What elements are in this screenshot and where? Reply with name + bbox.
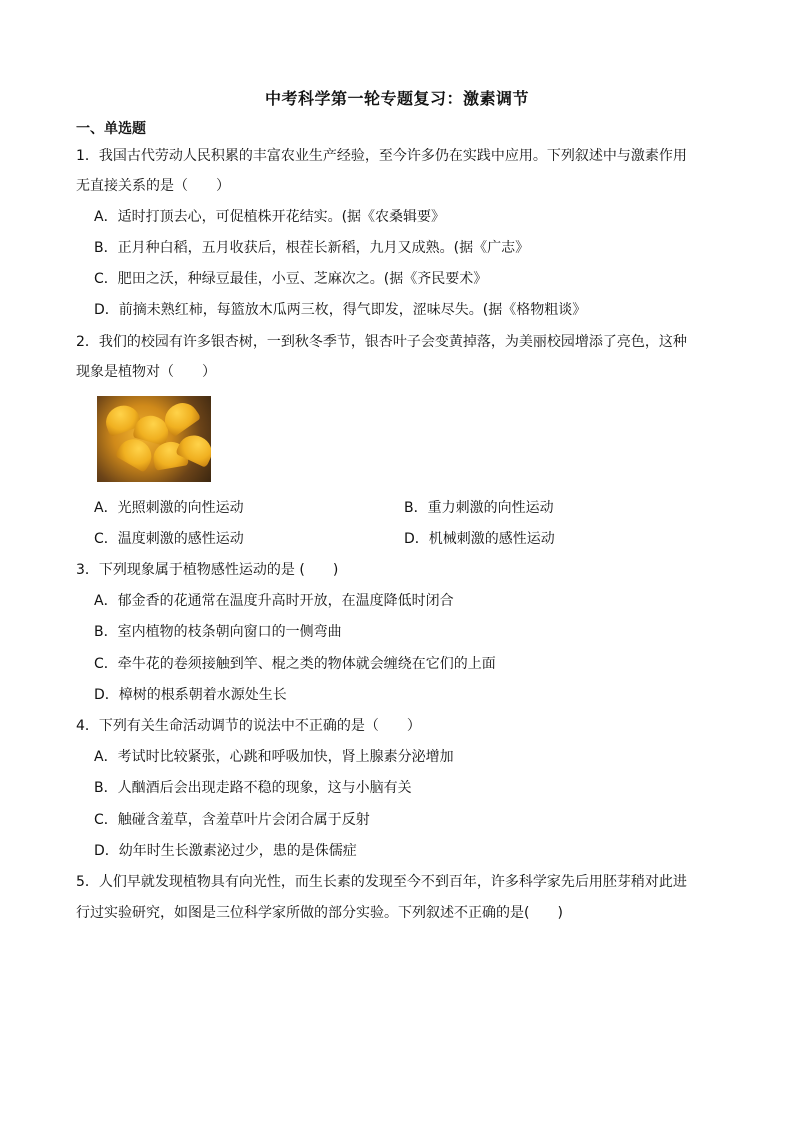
question-3-stem: 3．下列现象属于植物感性运动的是 ( ) (76, 562, 339, 578)
question-4-stem: 4．下列有关生命活动调节的说法中不正确的是（ ） (76, 718, 421, 734)
section-heading: 一、单选题 (76, 121, 146, 137)
question-5-stem-cont: 行过实验研究，如图是三位科学家所做的部分实验。下列叙述不正确的是( ) (76, 905, 563, 921)
question-4-option-b: B．人酗酒后会出现走路不稳的现象，这与小脑有关 (94, 780, 412, 796)
question-4-option-d: D．幼年时生长激素泌过少，患的是侏儒症 (94, 843, 357, 859)
question-1-option-b: B．正月种白稻，五月收获后，根茬长新稻，九月又成熟。(据《广志》 (94, 240, 530, 256)
question-1-option-a: A．适时打顶去心，可促植株开花结实。(据《农桑辑要》 (94, 209, 446, 225)
question-2-option-a: A．光照刺激的向性运动 (94, 500, 244, 516)
ginkgo-leaves-image (97, 396, 211, 482)
question-1-stem: 1．我国古代劳动人民积累的丰富农业生产经验，至今许多仍在实践中应用。下列叙述中与激素作用 (76, 148, 687, 164)
document-title: 中考科学第一轮专题复习：激素调节 (264, 89, 529, 108)
question-1-option-d: D．前摘未熟红柿，每篮放木瓜两三枚，得气即发，涩味尽失。(据《格物粗谈》 (94, 302, 587, 318)
question-5-stem: 5．人们早就发现植物具有向光性，而生长素的发现至今不到百年，许多科学家先后用胚芽稍对此进 (76, 874, 687, 890)
question-2-option-c: C．温度刺激的感性运动 (94, 531, 244, 547)
question-1-stem-cont: 无直接关系的是（ ） (76, 178, 230, 194)
question-3-option-c: C．牵牛花的卷须接触到竿、棍之类的物体就会缠绕在它们的上面 (94, 656, 496, 672)
question-1-option-c: C．肥田之沃，种绿豆最佳，小豆、芝麻次之。(据《齐民要术》 (94, 271, 488, 287)
question-3-option-a: A．郁金香的花通常在温度升高时开放，在温度降低时闭合 (94, 593, 454, 609)
question-4-option-c: C．触碰含羞草，含羞草叶片会闭合属于反射 (94, 812, 370, 828)
question-2-stem: 2．我们的校园有许多银杏树，一到秋冬季节，银杏叶子会变黄掉落，为美丽校园增添了亮色，这种 (76, 334, 687, 350)
question-2-option-b: B．重力刺激的向性运动 (404, 500, 554, 516)
question-4-option-a: A．考试时比较紧张，心跳和呼吸加快，肾上腺素分泌增加 (94, 749, 454, 765)
question-2-stem-cont: 现象是植物对（ ） (76, 364, 216, 380)
question-3-option-d: D．樟树的根系朝着水源处生长 (94, 687, 287, 703)
question-3-option-b: B．室内植物的枝条朝向窗口的一侧弯曲 (94, 624, 342, 640)
question-2-option-d: D．机械刺激的感性运动 (404, 531, 555, 547)
